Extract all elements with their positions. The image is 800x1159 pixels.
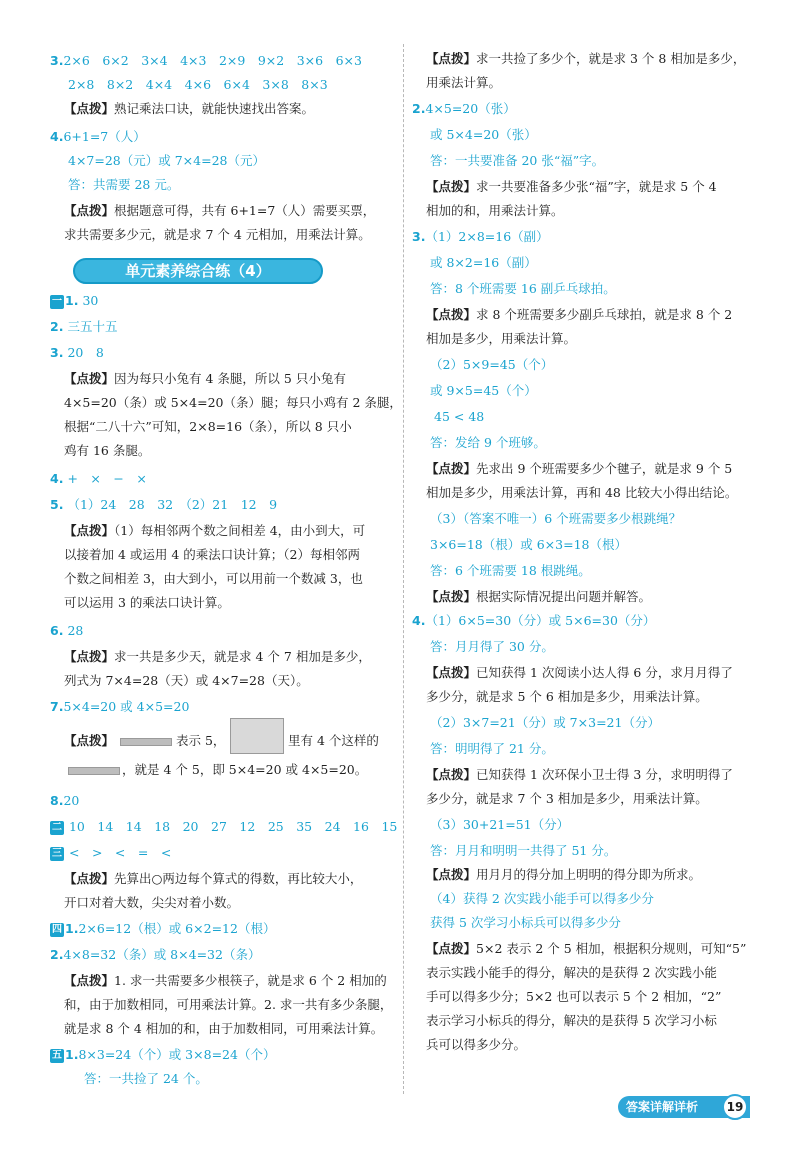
answer-line: （4）获得 2 次实践小能手可以得多少分 [430, 891, 654, 906]
tip-line: 个数之间相差 3，由大到小，可以用前一个数减 3，也 [64, 571, 363, 586]
answer-line: 答：一共要准备 20 张“福”字。 [430, 153, 605, 168]
tip-line: 用乘法计算。 [426, 75, 502, 90]
tip-line: 手可以得多少分；5×2 也可以表示 5 个 2 相加，“2” [426, 989, 722, 1004]
tip-line: 列式为 7×4=28（天）或 4×7=28（天）。 [64, 673, 309, 688]
answer-line: 2. 三五十五 [50, 319, 118, 334]
answer-line: 2×8 8×2 4×4 4×6 6×4 3×8 8×3 [68, 77, 328, 92]
tip-line: 【点拨】已知获得 1 次阅读小达人得 6 分，求月月得了 [426, 665, 733, 680]
answer-line: 7.5×4=20 或 4×5=20 [50, 699, 190, 714]
tip-line: ，就是 4 个 5，即 5×4=20 或 4×5=20。 [122, 762, 368, 777]
tip-line: 【点拨】5×2 表示 2 个 5 相加，根据积分规则，可知“5” [426, 941, 747, 956]
tip-line: 相加是多少，用乘法计算，再和 48 比较大小得出结论。 [426, 485, 738, 500]
tip-line: 【点拨】求一共要准备多少张“福”字，就是求 5 个 4 [426, 179, 717, 194]
answer-line: （2）3×7=21（分）或 7×3=21（分） [430, 715, 660, 730]
tip-line: 4×5=20（条）或 5×4=20（条）腿；每只小鸡有 2 条腿， [64, 395, 402, 410]
answer-line: 5. （1）24 28 32 （2）21 12 9 [50, 497, 278, 512]
tip-line: 【点拨】求一共捡了多少个，就是求 3 个 8 相加是多少， [426, 51, 746, 66]
tip-line: 表示 5， [176, 733, 226, 748]
tip-line: 鸡有 16 条腿。 [64, 443, 151, 458]
answer-line: 2.4×8=32（条）或 8×4=32（条） [50, 947, 261, 962]
tip-line: 【点拨】已知获得 1 次环保小卫士得 3 分，求明明得了 [426, 767, 733, 782]
answer-line: 2.4×5=20（张） [412, 101, 516, 116]
tip-line: 【点拨】根据题意可得，共有 6+1=7（人）需要买票， [64, 203, 376, 218]
answer-line: 4.6+1=7（人） [50, 129, 146, 144]
answer-line: 4.（1）6×5=30（分）或 5×6=30（分） [412, 613, 656, 628]
tip-line: 【点拨】先算出○两边每个算式的得数，再比较大小， [64, 871, 363, 886]
tip-line: 【点拨】根据实际情况提出问题并解答。 [426, 589, 652, 604]
tip-line: 表示实践小能手的得分，解决的是获得 2 次实践小能 [426, 965, 717, 980]
answer-line: 四 1.2×6=12（根）或 6×2=12（根） [52, 921, 276, 936]
tip-line: 【点拨】熟记乘法口诀，就能快速找出答案。 [64, 101, 315, 116]
tip-line: 兵可以得多少分。 [426, 1037, 527, 1052]
tip-line: 【点拨】（1）每相邻两个数之间相差 4，由小到大，可 [64, 523, 366, 538]
answer-line: （3）（答案不唯一）6 个班需要多少根跳绳？ [430, 511, 682, 526]
box-figure [230, 718, 284, 754]
answer-line: 3×6=18（根）或 6×3=18（根） [430, 537, 627, 552]
answer-line: （2）5×9=45（个） [430, 357, 554, 372]
tip-line: 相加是多少，用乘法计算。 [426, 331, 577, 346]
answer-line: 答：一共捡了 24 个。 [84, 1071, 208, 1086]
answer-line: 3.（1）2×8=16（副） [412, 229, 549, 244]
answer-line: 4×7=28（元）或 7×4=28（元） [68, 153, 265, 168]
answer-line: 答：明明得了 21 分。 [430, 741, 554, 756]
tip-line: 可以运用 3 的乘法口诀计算。 [64, 595, 230, 610]
tip-line: 【点拨】用月月的得分加上明明的得分即为所求。 [426, 867, 702, 882]
bar-figure [68, 767, 120, 775]
page-number: 19 [722, 1094, 748, 1120]
answer-line: 或 8×2=16（副） [430, 255, 537, 270]
tip-line: 就是求 8 个 4 相加的和，由于加数相同，可用乘法计算。 [64, 1021, 384, 1036]
tip-line: 求共需要多少元，就是求 7 个 4 元相加，用乘法计算。 [64, 227, 371, 242]
tip-line: 多少分，就是求 7 个 3 相加是多少，用乘法计算。 [426, 791, 708, 806]
tip-line: 里有 4 个这样的 [288, 733, 379, 748]
answer-line: 或 5×4=20（张） [430, 127, 537, 142]
answer-line: 二 10 14 14 18 20 27 12 25 35 24 16 15 [52, 819, 398, 834]
answer-line: 答：发给 9 个班够。 [430, 435, 546, 450]
answer-line: 45 < 48 [434, 409, 485, 424]
answer-line: 三 < > < = < [52, 845, 172, 860]
tip-line: 【点拨】 [64, 733, 115, 748]
column-divider [403, 44, 404, 1094]
tip-line: 【点拨】求 8 个班需要多少副乒乓球拍，就是求 8 个 2 [426, 307, 733, 322]
answer-line: 答：6 个班需要 18 根跳绳。 [430, 563, 591, 578]
footer-badge: 答案详解详析 [618, 1096, 750, 1118]
answer-line: 答：月月和明明一共得了 51 分。 [430, 843, 617, 858]
answer-line: 五 1.8×3=24（个）或 3×8=24（个） [52, 1047, 276, 1062]
tip-line: 【点拨】求一共是多少天，就是求 4 个 7 相加是多少， [64, 649, 371, 664]
answer-line: 答：共需要 28 元。 [68, 177, 180, 192]
tip-line: 和，由于加数相同，可用乘法计算。2. 求一共有多少条腿， [64, 997, 393, 1012]
tip-line: 相加的和，用乘法计算。 [426, 203, 564, 218]
answer-line: 一 1. 30 [52, 293, 99, 308]
tip-line: 以接着加 4 或运用 4 的乘法口诀计算；（2）每相邻两 [64, 547, 361, 562]
section-banner: 单元素养综合练（4） [73, 258, 323, 284]
answer-line: 或 9×5=45（个） [430, 383, 537, 398]
answer-line: 4. + × − × [50, 471, 147, 486]
answer-line: 6. 28 [50, 623, 84, 638]
answer-line: 答：8 个班需要 16 副乒乓球拍。 [430, 281, 616, 296]
tip-line: 根据“二八十六”可知，2×8=16（条），所以 8 只小 [64, 419, 352, 434]
tip-line: 【点拨】先求出 9 个班需要多少个毽子，就是求 9 个 5 [426, 461, 733, 476]
tip-line: 多少分，就是求 5 个 6 相加是多少，用乘法计算。 [426, 689, 708, 704]
answer-line: 3. 20 8 [50, 345, 104, 360]
answer-line: （3）30+21=51（分） [430, 817, 570, 832]
answer-line: 3.2×6 6×2 3×4 4×3 2×9 9×2 3×6 6×3 [50, 53, 362, 68]
tip-line: 表示学习小标兵的得分，解决的是获得 5 次学习小标 [426, 1013, 717, 1028]
answer-line: 8.20 [50, 793, 80, 808]
tip-line: 【点拨】1. 求一共需要多少根筷子，就是求 6 个 2 相加的 [64, 973, 387, 988]
answer-line: 获得 5 次学习小标兵可以得多少分 [430, 915, 621, 930]
tip-line: 【点拨】因为每只小兔有 4 条腿，所以 5 只小兔有 [64, 371, 346, 386]
answer-line: 答：月月得了 30 分。 [430, 639, 554, 654]
tip-line: 开口对着大数，尖尖对着小数。 [64, 895, 240, 910]
bar-figure [120, 738, 172, 746]
